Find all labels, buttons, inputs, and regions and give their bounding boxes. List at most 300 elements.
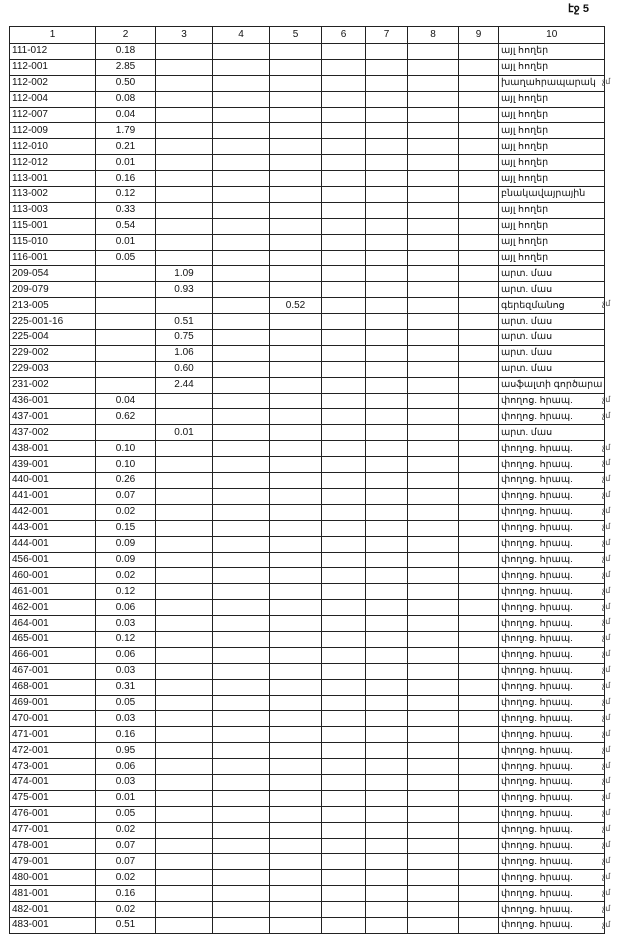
col9-cell [459, 202, 499, 218]
col3-value-cell [156, 600, 213, 616]
col4-cell [213, 187, 270, 203]
col2-value-cell: 0.16 [96, 727, 156, 743]
table-row [10, 616, 605, 632]
col6-cell [322, 536, 366, 552]
col4-cell [213, 250, 270, 266]
col6-cell [322, 218, 366, 234]
description-cell: փողոց. հրապ. [499, 393, 605, 409]
col2-value-cell [96, 314, 156, 330]
parcel-id-cell: 477-001 [10, 822, 96, 838]
description-cell: փողոց. հրապ. [499, 647, 605, 663]
col9-cell [459, 298, 499, 314]
col3-value-cell [156, 822, 213, 838]
col5-value-cell [270, 536, 322, 552]
parcel-id-cell: 439-001 [10, 457, 96, 473]
col5-value-cell [270, 75, 322, 91]
margin-mark: չմ [602, 871, 611, 881]
col3-value-cell: 0.01 [156, 425, 213, 441]
col2-value-cell: 0.15 [96, 520, 156, 536]
table-row [10, 711, 605, 727]
col8-cell [408, 727, 459, 743]
col4-cell [213, 600, 270, 616]
col4-cell [213, 520, 270, 536]
col5-value-cell [270, 187, 322, 203]
col4-cell [213, 457, 270, 473]
col3-value-cell [156, 568, 213, 584]
col4-cell [213, 266, 270, 282]
parcel-id-cell: 112-007 [10, 107, 96, 123]
col4-cell [213, 886, 270, 902]
table-row [10, 361, 605, 377]
column-header: 3 [156, 27, 213, 44]
col8-cell [408, 345, 459, 361]
margin-mark: չմ [602, 522, 611, 531]
col7-cell [366, 314, 408, 330]
table-row [10, 409, 605, 425]
col5-value-cell [270, 488, 322, 504]
parcel-id-cell: 468-001 [10, 679, 96, 695]
col7-cell [366, 774, 408, 790]
col4-cell [213, 727, 270, 743]
margin-mark: չմ [602, 458, 611, 468]
description-cell: փողոց. հրապ. [499, 568, 605, 584]
col2-value-cell: 0.62 [96, 409, 156, 425]
col6-cell [322, 870, 366, 886]
col3-value-cell [156, 886, 213, 902]
col5-value-cell [270, 377, 322, 393]
col9-cell [459, 584, 499, 600]
col3-value-cell [156, 75, 213, 91]
margin-mark: չմ [602, 792, 611, 802]
col6-cell [322, 123, 366, 139]
table-row [10, 774, 605, 790]
col3-value-cell: 0.60 [156, 361, 213, 377]
description-cell: փողոց. հրապ. [499, 631, 605, 647]
col3-value-cell [156, 695, 213, 711]
parcel-id-cell: 115-010 [10, 234, 96, 250]
col7-cell [366, 330, 408, 346]
page-number: էջ 5 [568, 3, 589, 15]
parcel-id-cell: 471-001 [10, 727, 96, 743]
col9-cell [459, 393, 499, 409]
col8-cell [408, 886, 459, 902]
col7-cell [366, 870, 408, 886]
col7-cell [366, 520, 408, 536]
table-row [10, 155, 605, 171]
col5-value-cell [270, 155, 322, 171]
col5-value-cell [270, 600, 322, 616]
description-cell: փողոց. հրապ. [499, 917, 605, 933]
description-cell: փողոց. հրապ. [499, 806, 605, 822]
col8-cell [408, 409, 459, 425]
col7-cell [366, 187, 408, 203]
parcel-id-cell: 112-002 [10, 75, 96, 91]
table-row [10, 790, 605, 806]
col4-cell [213, 774, 270, 790]
col5-value-cell [270, 441, 322, 457]
col5-value-cell [270, 282, 322, 298]
col3-value-cell [156, 727, 213, 743]
col6-cell [322, 806, 366, 822]
col2-value-cell [96, 425, 156, 441]
parcel-id-cell: 440-001 [10, 473, 96, 489]
col6-cell [322, 488, 366, 504]
col5-value-cell [270, 218, 322, 234]
col9-cell [459, 616, 499, 632]
margin-mark: չմ [602, 537, 611, 547]
description-cell: այլ հողեր [499, 234, 605, 250]
table-row [10, 266, 605, 282]
margin-mark: չմ [602, 633, 611, 643]
table-row [10, 345, 605, 361]
margin-mark: չմ [602, 840, 611, 849]
table-row [10, 218, 605, 234]
col9-cell [459, 187, 499, 203]
col5-value-cell: 0.52 [270, 298, 322, 314]
table-row [10, 568, 605, 584]
col9-cell [459, 282, 499, 298]
column-header: 8 [408, 27, 459, 44]
description-cell: արտ. մաս [499, 330, 605, 346]
margin-mark: չմ [602, 394, 611, 404]
col3-value-cell [156, 838, 213, 854]
description-cell: արտ. մաս [499, 282, 605, 298]
col4-cell [213, 314, 270, 330]
col7-cell [366, 44, 408, 60]
margin-mark: չմ [602, 617, 611, 627]
parcel-id-cell: 482-001 [10, 902, 96, 918]
col5-value-cell [270, 854, 322, 870]
col8-cell [408, 298, 459, 314]
table-row [10, 202, 605, 218]
description-cell: փողոց. հրապ. [499, 441, 605, 457]
col6-cell [322, 202, 366, 218]
col8-cell [408, 902, 459, 918]
column-header: 5 [270, 27, 322, 44]
col8-cell [408, 600, 459, 616]
col6-cell [322, 171, 366, 187]
table-row [10, 139, 605, 155]
col7-cell [366, 107, 408, 123]
col2-value-cell [96, 282, 156, 298]
parcel-id-cell: 225-004 [10, 330, 96, 346]
col6-cell [322, 759, 366, 775]
table-row [10, 743, 605, 759]
description-cell: փողոց. հրապ. [499, 695, 605, 711]
margin-mark: չմ [602, 776, 611, 786]
col3-value-cell: 2.44 [156, 377, 213, 393]
col9-cell [459, 727, 499, 743]
col4-cell [213, 44, 270, 60]
col8-cell [408, 107, 459, 123]
parcel-id-cell: 470-001 [10, 711, 96, 727]
description-cell: փողոց. հրապ. [499, 774, 605, 790]
parcel-id-cell: 462-001 [10, 600, 96, 616]
parcel-id-cell: 113-001 [10, 171, 96, 187]
col2-value-cell: 0.07 [96, 854, 156, 870]
margin-mark: չմ [602, 728, 611, 738]
col5-value-cell [270, 552, 322, 568]
col7-cell [366, 377, 408, 393]
col4-cell [213, 298, 270, 314]
col3-value-cell [156, 663, 213, 679]
col8-cell [408, 282, 459, 298]
col7-cell [366, 822, 408, 838]
description-cell: արտ. մաս [499, 425, 605, 441]
col2-value-cell: 0.16 [96, 171, 156, 187]
col4-cell [213, 806, 270, 822]
margin-mark: չմ [602, 681, 611, 690]
col9-cell [459, 155, 499, 171]
col4-cell [213, 361, 270, 377]
description-cell: փողոց. հրապ. [499, 536, 605, 552]
table-row [10, 107, 605, 123]
col7-cell [366, 91, 408, 107]
col5-value-cell [270, 616, 322, 632]
col2-value-cell: 0.21 [96, 139, 156, 155]
col9-cell [459, 377, 499, 393]
col8-cell [408, 266, 459, 282]
col4-cell [213, 155, 270, 171]
margin-mark: չմ [602, 824, 611, 834]
col7-cell [366, 790, 408, 806]
table-row [10, 822, 605, 838]
col6-cell [322, 473, 366, 489]
col8-cell [408, 330, 459, 346]
parcel-id-cell: 229-003 [10, 361, 96, 377]
col6-cell [322, 902, 366, 918]
description-cell: արտ. մաս [499, 345, 605, 361]
col6-cell [322, 425, 366, 441]
col7-cell [366, 441, 408, 457]
table-row [10, 600, 605, 616]
col7-cell [366, 917, 408, 933]
col8-cell [408, 663, 459, 679]
parcel-id-cell: 442-001 [10, 504, 96, 520]
col2-value-cell: 0.06 [96, 647, 156, 663]
col5-value-cell [270, 266, 322, 282]
col9-cell [459, 75, 499, 91]
margin-mark: չմ [602, 299, 611, 309]
col6-cell [322, 266, 366, 282]
table-row [10, 91, 605, 107]
margin-mark: չմ [602, 490, 611, 500]
col2-value-cell: 0.05 [96, 806, 156, 822]
col3-value-cell [156, 409, 213, 425]
description-cell: փողոց. հրապ. [499, 457, 605, 473]
margin-mark: չմ [602, 410, 611, 420]
col9-cell [459, 806, 499, 822]
col7-cell [366, 902, 408, 918]
col7-cell [366, 59, 408, 75]
col9-cell [459, 568, 499, 584]
col5-value-cell [270, 886, 322, 902]
parcel-id-cell: 111-012 [10, 44, 96, 60]
col9-cell [459, 536, 499, 552]
col4-cell [213, 679, 270, 695]
col7-cell [366, 218, 408, 234]
col5-value-cell [270, 663, 322, 679]
col3-value-cell [156, 870, 213, 886]
col3-value-cell [156, 917, 213, 933]
col4-cell [213, 282, 270, 298]
col7-cell [366, 838, 408, 854]
description-cell: արտ. մաս [499, 361, 605, 377]
description-cell: արտ. մաս [499, 266, 605, 282]
table-row [10, 457, 605, 473]
table-row [10, 663, 605, 679]
col6-cell [322, 695, 366, 711]
col8-cell [408, 854, 459, 870]
col6-cell [322, 330, 366, 346]
col8-cell [408, 790, 459, 806]
col8-cell [408, 552, 459, 568]
table-row [10, 123, 605, 139]
col4-cell [213, 171, 270, 187]
col9-cell [459, 838, 499, 854]
col6-cell [322, 520, 366, 536]
table-row [10, 44, 605, 60]
col6-cell [322, 314, 366, 330]
col5-value-cell [270, 171, 322, 187]
margin-mark: չմ [602, 712, 611, 722]
description-cell: փողոց. հրապ. [499, 759, 605, 775]
col4-cell [213, 695, 270, 711]
column-header: 1 [10, 27, 96, 44]
col8-cell [408, 44, 459, 60]
col2-value-cell: 0.03 [96, 663, 156, 679]
col2-value-cell: 0.54 [96, 218, 156, 234]
col6-cell [322, 282, 366, 298]
col4-cell [213, 425, 270, 441]
table-row [10, 520, 605, 536]
description-cell: խաղահրապարակ [499, 75, 605, 91]
parcel-id-cell: 438-001 [10, 441, 96, 457]
col6-cell [322, 616, 366, 632]
parcel-id-cell: 113-002 [10, 187, 96, 203]
parcel-id-cell: 209-054 [10, 266, 96, 282]
col9-cell [459, 663, 499, 679]
col2-value-cell: 0.03 [96, 711, 156, 727]
col4-cell [213, 393, 270, 409]
parcel-id-cell: 476-001 [10, 806, 96, 822]
table-row [10, 298, 605, 314]
col6-cell [322, 743, 366, 759]
parcel-id-cell: 478-001 [10, 838, 96, 854]
col9-cell [459, 520, 499, 536]
margin-mark: չմ [602, 553, 611, 563]
table-row [10, 314, 605, 330]
col8-cell [408, 473, 459, 489]
parcel-id-cell: 209-079 [10, 282, 96, 298]
col2-value-cell: 1.79 [96, 123, 156, 139]
col7-cell [366, 488, 408, 504]
col3-value-cell [156, 473, 213, 489]
margin-mark: չմ [602, 474, 611, 484]
col6-cell [322, 886, 366, 902]
parcel-id-cell: 480-001 [10, 870, 96, 886]
col2-value-cell: 0.12 [96, 631, 156, 647]
col4-cell [213, 75, 270, 91]
margin-mark: չմ [602, 808, 611, 818]
col3-value-cell [156, 854, 213, 870]
col2-value-cell: 0.09 [96, 552, 156, 568]
col7-cell [366, 727, 408, 743]
col5-value-cell [270, 631, 322, 647]
margin-mark: չմ [602, 855, 611, 865]
col6-cell [322, 155, 366, 171]
col7-cell [366, 663, 408, 679]
col9-cell [459, 107, 499, 123]
col2-value-cell: 0.09 [96, 536, 156, 552]
table-row [10, 552, 605, 568]
col4-cell [213, 743, 270, 759]
col8-cell [408, 584, 459, 600]
col7-cell [366, 584, 408, 600]
col9-cell [459, 870, 499, 886]
col2-value-cell: 0.02 [96, 902, 156, 918]
col2-value-cell: 0.04 [96, 107, 156, 123]
col3-value-cell [156, 171, 213, 187]
col2-value-cell: 0.07 [96, 488, 156, 504]
col6-cell [322, 457, 366, 473]
col8-cell [408, 631, 459, 647]
margin-mark: չմ [602, 919, 611, 929]
col7-cell [366, 345, 408, 361]
col4-cell [213, 441, 270, 457]
parcel-id-cell: 469-001 [10, 695, 96, 711]
col5-value-cell [270, 838, 322, 854]
col5-value-cell [270, 91, 322, 107]
col7-cell [366, 886, 408, 902]
col7-cell [366, 123, 408, 139]
parcel-id-cell: 466-001 [10, 647, 96, 663]
description-cell: փողոց. հրապ. [499, 616, 605, 632]
col4-cell [213, 409, 270, 425]
col8-cell [408, 711, 459, 727]
col9-cell [459, 218, 499, 234]
col7-cell [366, 616, 408, 632]
description-cell: այլ հողեր [499, 139, 605, 155]
col8-cell [408, 759, 459, 775]
col5-value-cell [270, 361, 322, 377]
margin-mark: չմ [602, 887, 611, 897]
col9-cell [459, 266, 499, 282]
parcel-id-cell: 464-001 [10, 616, 96, 632]
col5-value-cell [270, 425, 322, 441]
col9-cell [459, 790, 499, 806]
col3-value-cell: 0.75 [156, 330, 213, 346]
col3-value-cell [156, 774, 213, 790]
description-cell: այլ հողեր [499, 107, 605, 123]
col8-cell [408, 870, 459, 886]
col5-value-cell [270, 393, 322, 409]
col2-value-cell: 0.01 [96, 155, 156, 171]
col2-value-cell: 0.02 [96, 504, 156, 520]
col5-value-cell [270, 568, 322, 584]
col3-value-cell [156, 123, 213, 139]
col6-cell [322, 647, 366, 663]
col6-cell [322, 187, 366, 203]
col2-value-cell [96, 345, 156, 361]
col8-cell [408, 504, 459, 520]
col5-value-cell [270, 409, 322, 425]
col5-value-cell [270, 727, 322, 743]
col2-value-cell: 0.12 [96, 584, 156, 600]
parcel-id-cell: 473-001 [10, 759, 96, 775]
table-row [10, 727, 605, 743]
col2-value-cell: 0.03 [96, 616, 156, 632]
